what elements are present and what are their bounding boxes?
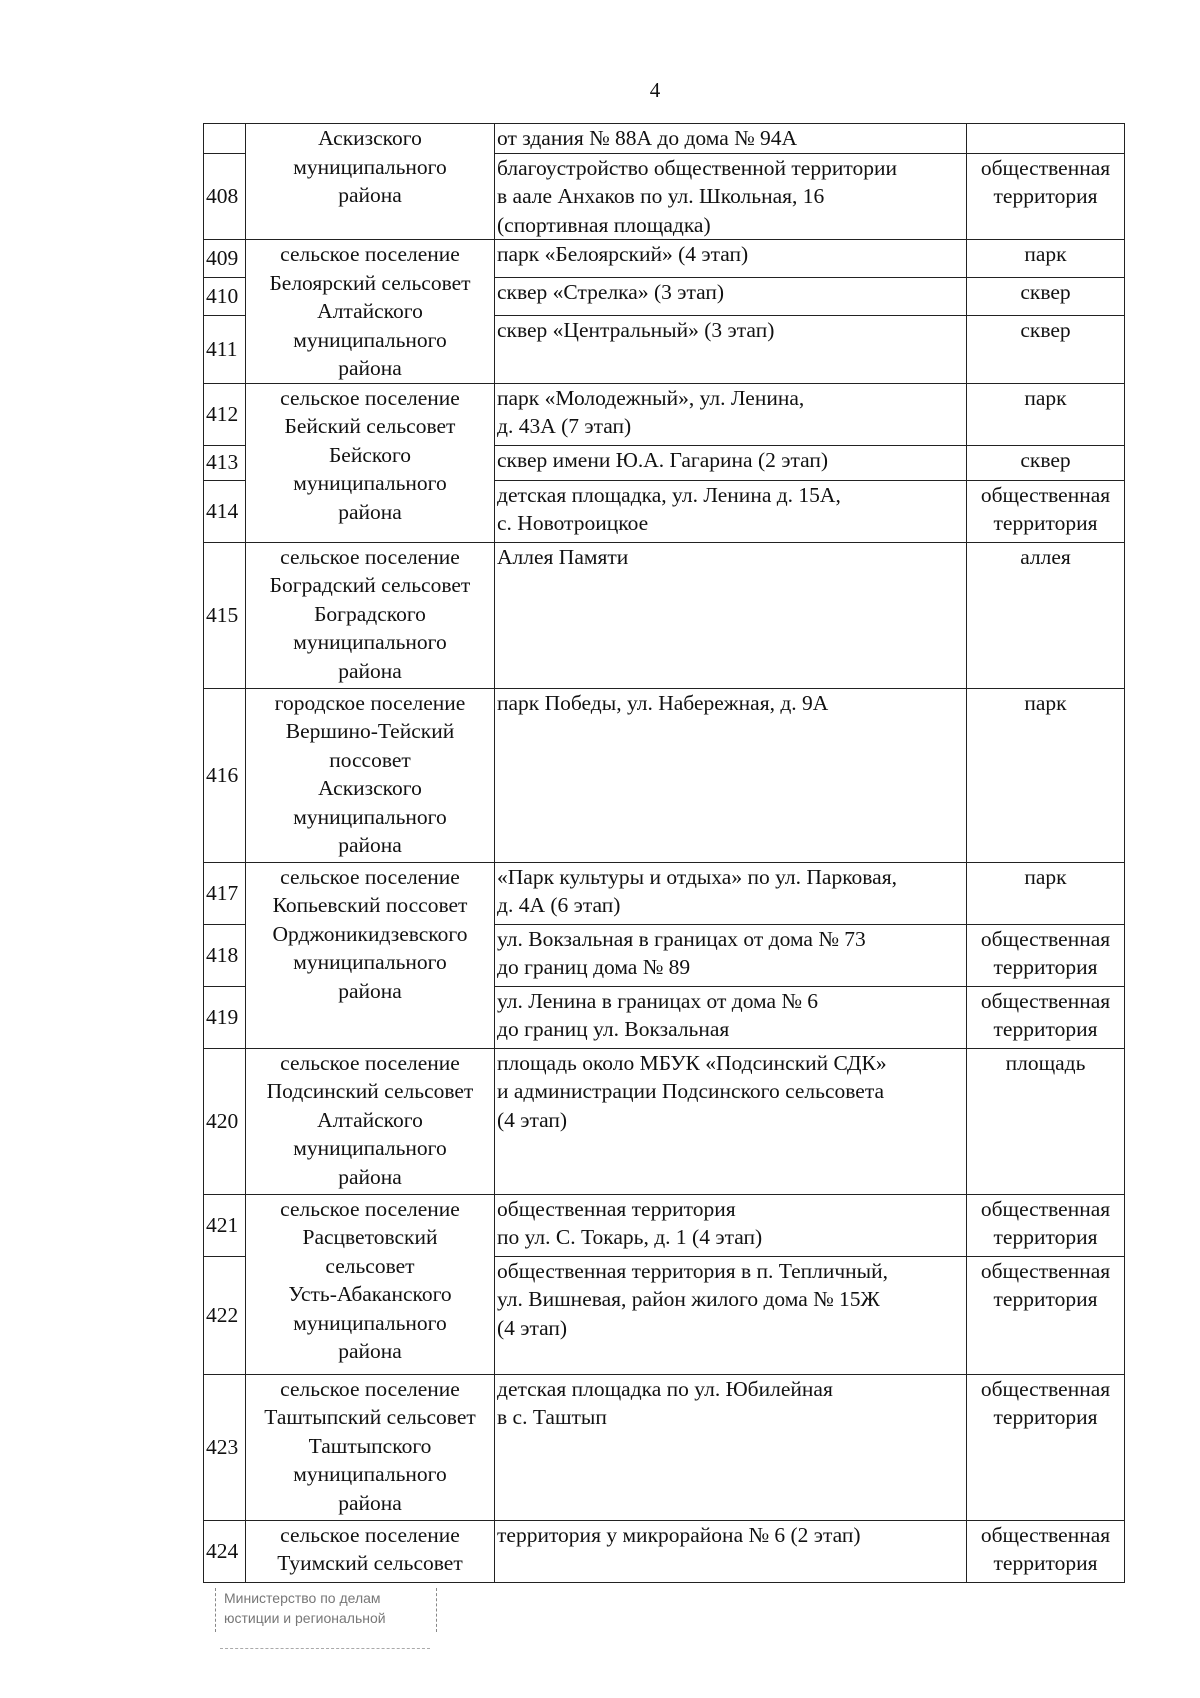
municipality-cell [246, 1048, 495, 1194]
object-type-cell [967, 1256, 1125, 1374]
row-number [204, 124, 246, 154]
cell-line: сквер «Центральный» (3 этап) [497, 318, 775, 343]
cell-line: сельское поселение [280, 1522, 460, 1547]
cell-line: ул. Вокзальная в границах от дома № 73 [497, 926, 866, 951]
cell-line: общественная [980, 1376, 1111, 1401]
cell-line: муниципального [293, 1310, 447, 1335]
object-type-cell [967, 688, 1125, 862]
cell-line: общественная [980, 1522, 1111, 1547]
cell-line: Копьевский поссовет [272, 893, 468, 917]
cell-line: сельское поселение [280, 1050, 460, 1075]
cell-line: территория [993, 1405, 1098, 1429]
object-description-cell [495, 862, 967, 924]
object-description-cell [495, 1256, 967, 1374]
object-description-cell [495, 278, 967, 316]
object-description-cell [495, 445, 967, 480]
cell-line: парк [1024, 385, 1067, 410]
cell-line: Боградский сельсовет [269, 573, 471, 597]
municipality-cell [246, 383, 495, 542]
cell-line: территория [993, 511, 1098, 535]
row-number: 411 [204, 316, 246, 383]
object-description-cell [495, 316, 967, 383]
cell-line: муниципального [293, 1136, 447, 1160]
table-row [204, 1520, 1125, 1582]
cell-line: детская площадка, ул. Ленина д. 15А, [497, 482, 841, 507]
cell-line: от здания № 88А до дома № 94А [497, 126, 798, 150]
object-description-cell [495, 542, 967, 688]
cell-line: сквер «Стрелка» (3 этап) [497, 280, 725, 305]
cell-line: района [338, 499, 402, 524]
row-number: 409 [204, 240, 246, 278]
cell-line: (4 этап) [497, 1107, 568, 1132]
cell-line: общественная территория [497, 1196, 736, 1221]
cell-line: Аскизского [318, 776, 422, 800]
cell-line: до границ дома № 89 [497, 955, 691, 979]
stamp-line-2: юстиции и региональной [224, 1610, 386, 1626]
cell-line: района [338, 1490, 402, 1515]
object-description-cell [495, 1374, 967, 1520]
cell-line: территория [993, 184, 1098, 208]
cell-line: сквер [1020, 280, 1071, 305]
municipality-cell [246, 1374, 495, 1520]
cell-line: парк Победы, ул. Набережная, д. 9А [497, 690, 829, 715]
row-number: 412 [204, 383, 246, 445]
cell-line: муниципального [293, 630, 447, 654]
cell-line: «Парк культуры и отдыха» по ул. Парковая, [497, 864, 897, 889]
cell-line: района [338, 658, 402, 683]
object-description-cell [495, 240, 967, 278]
cell-line: района [338, 833, 402, 857]
cell-line: городское поселение [274, 690, 466, 715]
cell-line: сквер [1020, 447, 1071, 472]
cell-line: и администрации Подсинского сельсовета [497, 1079, 885, 1103]
cell-line: территория [993, 955, 1098, 979]
cell-line: Вершино-Тейский [285, 719, 455, 743]
cell-line: Туимский сельсовет [277, 1551, 463, 1575]
cell-line: района [338, 978, 402, 1003]
object-type-cell [967, 153, 1125, 240]
municipality-cell [246, 1520, 495, 1582]
cell-line: общественная [980, 988, 1111, 1013]
row-number: 416 [204, 688, 246, 862]
cell-line: муниципального [293, 327, 447, 352]
object-type-cell [967, 1194, 1125, 1256]
cell-line: сквер [1020, 318, 1071, 343]
row-number: 415 [204, 542, 246, 688]
row-number: 421 [204, 1194, 246, 1256]
object-description-cell [495, 688, 967, 862]
cell-line: территория [993, 1287, 1098, 1311]
object-type-cell [967, 542, 1125, 688]
object-type-cell [967, 1374, 1125, 1520]
municipality-cell [246, 1194, 495, 1374]
cell-line: территория [993, 1551, 1098, 1575]
row-number: 414 [204, 480, 246, 542]
cell-line: сельское поселение [280, 385, 460, 410]
cell-line: Усть-Абаканского [288, 1282, 452, 1306]
table-row [204, 124, 1125, 154]
row-number: 418 [204, 924, 246, 986]
registration-stamp [215, 1588, 437, 1632]
cell-line: парк «Молодежный», ул. Ленина, [497, 385, 805, 410]
object-type-cell [967, 986, 1125, 1048]
cell-line: сельское поселение [280, 1376, 460, 1401]
cell-line: общественная [980, 1258, 1111, 1283]
cell-line: ул. Вишневая, район жилого дома № 15Ж [497, 1287, 880, 1311]
row-number: 417 [204, 862, 246, 924]
object-description-cell [495, 153, 967, 240]
cell-line: Таштыпский сельсовет [264, 1405, 476, 1429]
cell-line: благоустройство общественной территории [497, 155, 897, 180]
cell-line: сельское поселение [280, 864, 460, 889]
cell-line: Таштыпского [308, 1433, 432, 1458]
cell-line: парк [1024, 864, 1067, 889]
cell-line: (спортивная площадка) [497, 212, 711, 237]
cell-line: территория у микрорайона № 6 (2 этап) [497, 1522, 861, 1547]
cell-line: района [338, 183, 402, 207]
cell-line: с. Новотроицкое [497, 511, 649, 535]
object-description-cell [495, 1194, 967, 1256]
cell-line: района [338, 1339, 402, 1363]
cell-line: территория [993, 1225, 1098, 1249]
cell-line: Расцветовский [302, 1225, 438, 1249]
cell-line: района [338, 356, 402, 380]
cell-line: детская площадка по ул. Юбилейная [497, 1376, 833, 1401]
cell-line: территория [993, 1017, 1098, 1041]
cell-line: района [338, 1164, 402, 1189]
cell-line: в аале Анхаков по ул. Школьная, 16 [497, 184, 825, 208]
cell-line: муниципального [293, 950, 447, 974]
cell-line: Белоярский сельсовет [269, 270, 471, 295]
cell-line: в с. Таштып [497, 1405, 607, 1429]
row-number: 408 [204, 153, 246, 240]
object-description-cell [495, 1048, 967, 1194]
table-row [204, 542, 1125, 688]
object-type-cell [967, 862, 1125, 924]
cell-line: сельское поселение [280, 544, 460, 569]
object-type-cell [967, 1520, 1125, 1582]
cell-line: ул. Ленина в границах от дома № 6 [497, 988, 819, 1013]
cell-line: муниципального [293, 804, 447, 829]
object-type-cell [967, 383, 1125, 445]
object-type-cell [967, 1048, 1125, 1194]
object-type-cell [967, 445, 1125, 480]
object-description-cell [495, 480, 967, 542]
cell-line: Подсинский сельсовет [266, 1079, 474, 1103]
row-number: 422 [204, 1256, 246, 1374]
cell-line: площадь около МБУК «Подсинский СДК» [497, 1050, 887, 1075]
cell-line: поссовет [329, 747, 411, 772]
cell-line: парк [1024, 690, 1067, 715]
object-type-cell [967, 278, 1125, 316]
municipality-cell [246, 542, 495, 688]
row-number: 424 [204, 1520, 246, 1582]
cell-line: Боградского [314, 601, 426, 626]
cell-line: (4 этап) [497, 1315, 568, 1340]
cell-line: парк [1024, 242, 1067, 266]
table-row [204, 383, 1125, 445]
cell-line: Алтайского [317, 299, 423, 323]
cell-line: сквер имени Ю.А. Гагарина (2 этап) [497, 447, 829, 472]
table-row [204, 1194, 1125, 1256]
row-number: 423 [204, 1374, 246, 1520]
row-number: 410 [204, 278, 246, 316]
objects-table [203, 123, 1125, 1583]
cell-line: сельсовет [325, 1253, 415, 1278]
table-row [204, 862, 1125, 924]
object-description-cell [495, 986, 967, 1048]
cell-line: Аллея Памяти [497, 544, 629, 569]
object-description-cell [495, 924, 967, 986]
table-row [204, 1048, 1125, 1194]
municipality-cell [246, 862, 495, 1048]
cell-line: парк «Белоярский» (4 этап) [497, 242, 749, 266]
object-type-cell [967, 240, 1125, 278]
cell-line: д. 43А (7 этап) [497, 414, 632, 438]
cell-line: Бейского [328, 442, 412, 467]
page-number: 4 [649, 78, 661, 102]
cell-line: сельское поселение [280, 242, 460, 266]
row-number: 419 [204, 986, 246, 1048]
municipality-cell [246, 240, 495, 384]
stamp-line-1: Министерство по делам [224, 1590, 381, 1606]
cell-line: сельское поселение [280, 1196, 460, 1221]
cell-line: общественная [980, 926, 1111, 951]
municipality-cell [246, 688, 495, 862]
object-type-cell [967, 924, 1125, 986]
cell-line: Орджоникидзевского [272, 921, 468, 946]
stamp-signature-line [220, 1648, 430, 1649]
object-type-cell [967, 124, 1125, 154]
cell-line: до границ ул. Вокзальная [497, 1017, 730, 1041]
cell-line: муниципального [293, 1462, 447, 1486]
cell-line: общественная [980, 1196, 1111, 1221]
object-description-cell [495, 383, 967, 445]
object-description-cell [495, 1520, 967, 1582]
row-number: 413 [204, 445, 246, 480]
object-type-cell [967, 316, 1125, 383]
row-number: 420 [204, 1048, 246, 1194]
cell-line: Бейский сельсовет [284, 414, 456, 438]
object-type-cell [967, 480, 1125, 542]
cell-line: Аскизского [318, 126, 422, 150]
object-description-cell [495, 124, 967, 154]
cell-line: муниципального [293, 154, 447, 179]
table-row [204, 1374, 1125, 1520]
cell-line: муниципального [293, 471, 447, 495]
cell-line: общественная [980, 482, 1111, 507]
cell-line: площадь [1005, 1050, 1086, 1075]
cell-line: общественная территория в п. Тепличный, [497, 1258, 888, 1283]
table-row [204, 240, 1125, 278]
cell-line: аллея [1020, 544, 1071, 569]
table-row [204, 688, 1125, 862]
cell-line: общественная [980, 155, 1111, 180]
cell-line: д. 4А (6 этап) [497, 893, 621, 917]
municipality-cell [246, 124, 495, 240]
cell-line: Алтайского [317, 1107, 423, 1132]
cell-line: по ул. С. Токарь, д. 1 (4 этап) [497, 1225, 763, 1249]
